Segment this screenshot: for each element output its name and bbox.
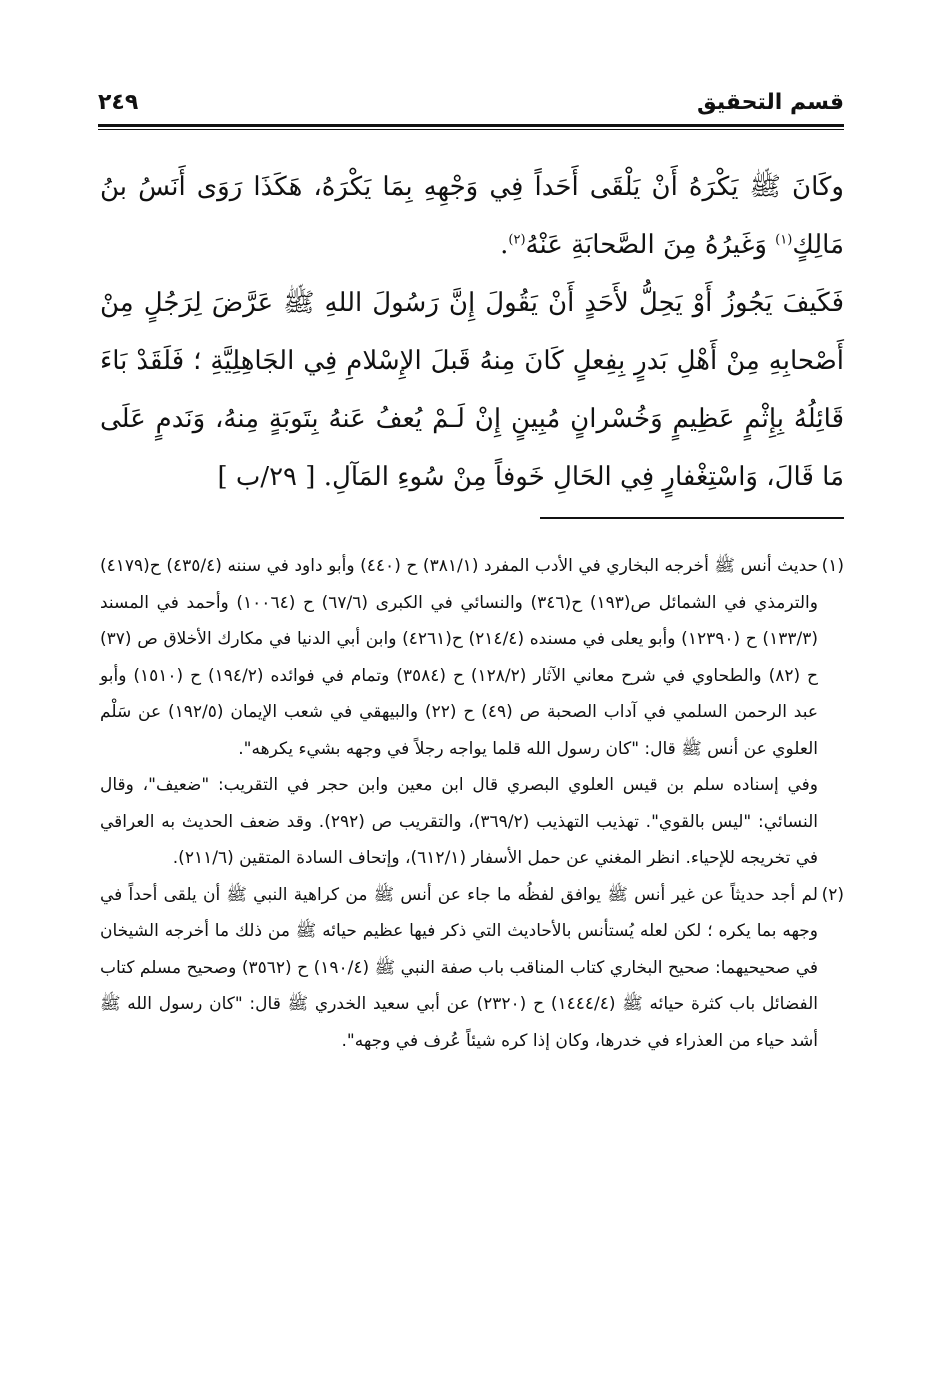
footnote-2-number: (٢) [821, 884, 844, 905]
main-paragraph-1-end: . [500, 230, 509, 260]
page-number: ٢٤٩ [98, 90, 139, 115]
footnote-ref-2[interactable]: (٢) [508, 232, 526, 248]
main-text [100, 158, 844, 506]
footnote-1-continuation: وفي إسناده سلم بن قيس العلوي البصري قال ابن معين وابن حجر في التقريب: "ضعيف"، وقال النسائي: "ليس بالقوي". تهذيب التهذيب (٣٦٩/٢)، والتقريب ص (٢٩٢). وقد ضعف الحديث به العراقي في تخريجه للإحياء. انظر المغني عن حمل الأسفار (٦١٢/١)، وإتحاف السادة المتقين (٢١١/٦). [100, 775, 818, 868]
footnote-1-text: حديث أنس ﷺ أخرجه البخاري في الأدب المفرد (٣٨١/١) ح (٤٤٠) وأبو داود في سننه (٤٣٥/٤) ح(٤١٧٩) والترمذي في الشمائل ص(١٩٣) ح(٣٤٦) والنسائي في الكبرى (٦٧/٦) ح (١٠٠٦٤) وأحمد في المسند (١٣٣/٣) ح (١٢٣٩٠) وأبو يعلى في مسنده (٢١٤/٤) ح(٤٢٦١) وابن أبي الدنيا في مكارك الأخلاق ص (٣٧) ح (٨٢) والطحاوي في شرح معاني الآثار (١٢٨/٢) ح (٣٥٨٤) وتمام في فوائده (١٩٤/٢) ح (١٥١٠) وأبو عبد الرحمن السلمي في آداب الصحبة ص (٤٩) ح (٢٢) والبيهقي في شعب الإيمان (١٩٢/٥) عن سَلْم العلوي عن أنس ﷺ قال: "كان رسول الله قلما يواجه رجلاً في وجهه بشيء يكرهه". [100, 556, 819, 759]
main-paragraph-1-text-continued: وَغَيرُهُ مِنَ الصَّحابَةِ عَنْهُ [525, 230, 776, 260]
footnote-1-number: (١) [821, 556, 844, 576]
footnote-separator [540, 517, 844, 519]
page-header [98, 86, 844, 126]
footnotes [100, 548, 844, 1059]
footnote-2-text: لم أجد حديثاً عن غير أنس ﷺ يوافق لفظُه ما جاء عن أنس ﷺ من كراهية النبي ﷺ أن يلقى أحداً في وجهه بما يكره ؛ لكن لعله يُستأنس بالأحاديث التي ذكر فيها عظيم حيائه ﷺ من ذلك ما أخرجه الشيخان في صحيحيهما: صحيح البخاري كتاب المناقب باب صفة النبي ﷺ (١٩٠/٤) ح (٣٥٦٢) وصحيح مسلم كتاب الفضائل باب كثرة حيائه ﷺ (١٤٤٤/٤) ح (٢٣٢٠) عن أبي سعيد الخدري ﷺ قال: "كان رسول الله ﷺ أشد حياء من العذراء في خدرها، وكان إذا كره شيئاً عُرف في وجهه". [100, 884, 819, 1051]
main-paragraph-2: فَكَيفَ يَجُوزُ أَوْ يَحِلُّ لأَحَدٍ أَنْ يَقُولَ إِنَّ رَسُولَ اللهِ ﷺ عَرَّضَ لِرَجُلٍ مِنْ أَصْحابِهِ مِنْ أَهْلِ بَدرٍ بِفِعلٍ كَانَ مِنهُ قَبلَ الإِسْلامِ فِي الجَاهِلِيَّةِ ؛ فَلَقَدْ بَاءَ قَائِلُهُ بِإِثْمٍ عَظِيمٍ وَخُسْرانٍ مُبِينٍ إِنْ لَـمْ يُعفُ عَنهُ بِتَوبَةٍ مِنهُ، وَنَدمٍ عَلَى مَا قَالَ، وَاسْتِغْفارٍ فِي الحَالِ خَوفاً مِنْ سُوءِ المَآلِ. [ ٢٩/ب ] [100, 288, 844, 492]
section-title: قسم التحقيق [697, 90, 844, 115]
footnote-1 [100, 548, 844, 767]
main-paragraph-1-text: وكَانَ ﷺ يَكْرَهُ أَنْ يَلْقَى أَحَداً فِي وَجْهِهِ بِمَا يَكْرَهُ، هَكَذَا رَوَى أَنَسُ بنُ مَالِكٍ [100, 172, 844, 260]
footnote-ref-1[interactable]: (١) [775, 232, 793, 248]
header-rule-thin [98, 129, 844, 130]
footnote-2 [100, 877, 844, 1060]
main-paragraph-1 [100, 158, 844, 274]
header-rule-thick [98, 124, 844, 127]
